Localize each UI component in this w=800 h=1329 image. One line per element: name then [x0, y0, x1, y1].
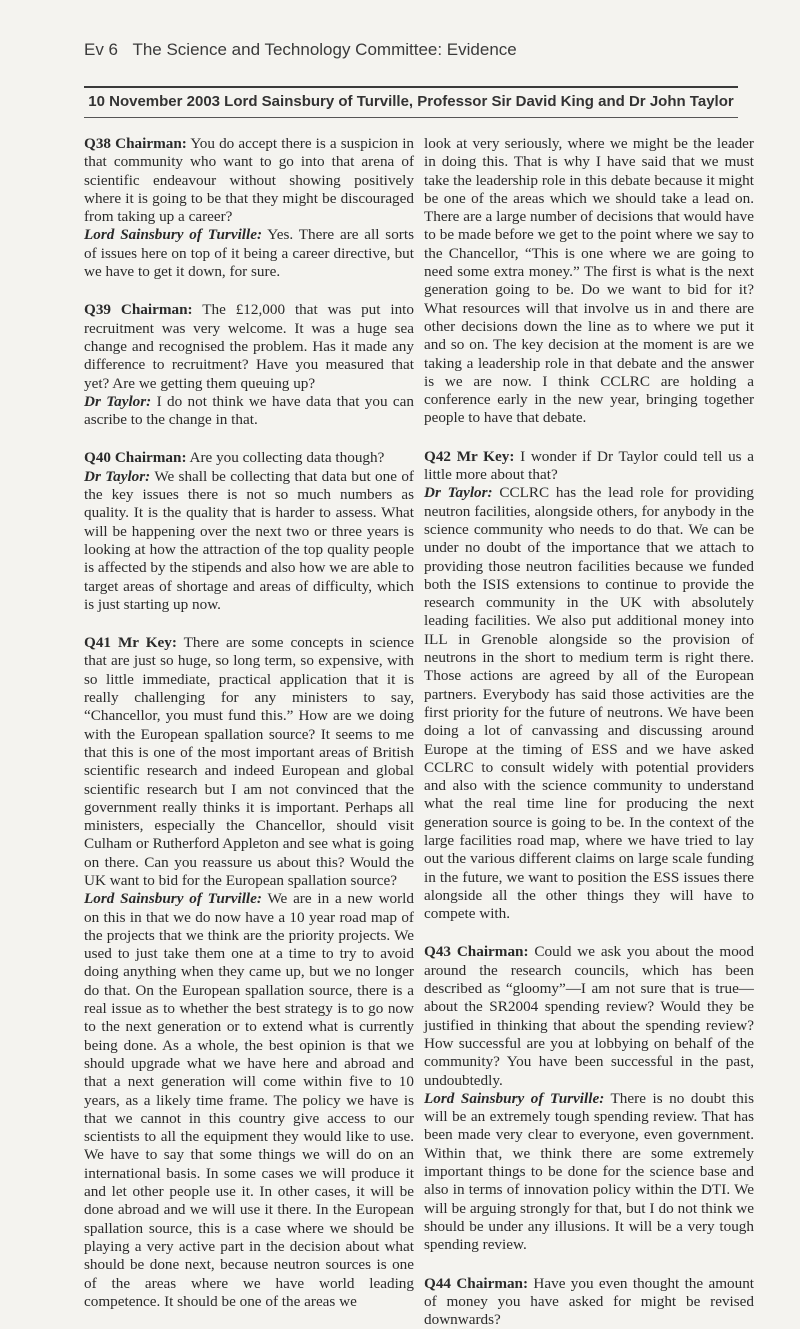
right-column [424, 135, 754, 1329]
paragraph-gap [84, 614, 414, 634]
speaker-name: Lord Sainsbury of Turville: [84, 890, 262, 908]
session-heading: 10 November 2003 Lord Sainsbury of Turville, Professor Sir David King and Dr John Taylor [88, 93, 734, 110]
speaker-name: Dr Taylor: [424, 484, 493, 502]
answer-paragraph [84, 226, 414, 281]
answer-paragraph [84, 468, 414, 614]
paragraph-text: There are some concepts in science that are just so huge, so long term, so expensive, with so little immediate, practical application that it is really challenging for any ministers to say, “Chancellor, you must fund this.” How are we doing with the European spallation source? It seems to me that this is one of the most important areas of British scientific research and indeed European and global scientific research but I am not convinced that the government really thinks it is important. Perhaps all ministers, especially the Chancellor, should visit Culham or Rutherford Appleton and see what is going on there. Can you reassure us about this? Would the UK want to bid for the European spallation source? [84, 634, 415, 889]
paragraph-text: Yes. There are all sorts of issues here on top of it being a career directive, but we have to get it down, for sure. [84, 226, 414, 281]
paragraph-text: Have you even thought the amount of money you have asked for might be revised downwards? [424, 1274, 755, 1329]
paragraph-text: We are in a new world on this in that we do now have a 10 year road map of the projects that we think are the priority projects. We used to just take them one at a time to try to avoid doing anything when they came up, but we no longer do that. On the European spallation source, there is a real issue as to whether the best strategy is to go now to the next generation or to extend what is currently being done. As a whole, the best opinion is that we should upgrade what we have here and abroad and that a next generation will come within five to 10 years, as a likely time frame. The policy we have is that we cannot in this country give access to our scientists to all the equipment they would like to use. We have to say that some things we will do on an international basis. In some cases we will produce it and let other people use it. In other cases, it will be done abroad and we will use it there. In the European spallation source, this is a case where we should be playing a very active part in the decision about what should be done next, because neutron sources is one of the areas where we have world leading competence. It should be one of the areas we [84, 890, 414, 1310]
speaker-name: Lord Sainsbury of Turville: [424, 1089, 605, 1107]
answer-paragraph [424, 1090, 754, 1255]
answer-paragraph [424, 484, 754, 923]
paragraph-text: The £12,000 that was put into recruitment was very welcome. It was a huge sea change and recognised the problem. Has it made any difference to recruitment? Have you measured that yet? Are we getting them queuing up? [84, 301, 414, 392]
speaker-name: Dr Taylor: [84, 467, 151, 485]
question-paragraph [84, 449, 414, 467]
paragraph-text: You do accept there is a suspicion in that community who want to go into that arena of scientific endeavour without showing positively where it is going to be that they might be discouraged from taking up a career? [84, 135, 415, 226]
paragraph-text: There is no doubt this will be an extremely tough spending review. That has been made very clear to everyone, even government. Within that, we think there are some extremely important things to be done for the science base and also in terms of innovation policy within the DTI. We will be arguing strongly for that, but I do not think we should be under any illusions. It will be a very tough spending review. [424, 1089, 754, 1254]
paragraph-gap [424, 1255, 754, 1275]
paragraph-text: look at very seriously, where we might be the leader in doing this. That is why I have said that we must take the leadership role in this debate because it might be one of the areas which we should take a lead on. There are a large number of decisions that would have to be made before we get to the point where we say to the Chancellor, “This is one where we are going to need some extra money.” The first is what is the next generation going to be. Do we want to bid for it? What resources will that involve us in and there are other decisions down the line as to where we put it and so on. The key decision at the moment is are we taking a leadership role in that debate and the answer is we are now. I think CCLRC are holding a conference early in the new year, bringing together people to have that debate. [424, 135, 754, 427]
header-rule-bottom [84, 117, 738, 118]
question-number: Q42 [424, 447, 452, 465]
paragraph-gap [84, 429, 414, 449]
question-number: Q40 [84, 449, 112, 467]
speaker-name: Chairman: [115, 135, 187, 152]
left-column [84, 135, 414, 1311]
paragraph-text: I wonder if Dr Taylor could tell us a little more about that? [424, 447, 755, 484]
speaker-name: Chairman: [120, 301, 193, 319]
speaker-name: Dr Taylor: [84, 392, 152, 410]
answer-paragraph [424, 135, 754, 428]
paragraph-text: Are you collecting data though? [189, 449, 385, 467]
paragraph-gap [424, 923, 754, 943]
paragraph-gap [84, 281, 414, 301]
speaker-name: Chairman: [114, 449, 187, 467]
question-number: Q43 [424, 943, 452, 961]
paragraph-gap [424, 428, 754, 448]
speaker-name: Mr Key: [456, 447, 515, 465]
question-paragraph [424, 448, 754, 485]
question-number: Q38 [84, 135, 112, 152]
paragraph-text: We shall be collecting that data but one of the key issues there is not so much numbers as quality. It is the quality that is harder to assess. What will be happening over the next two or three years is looking at how the attraction of the top quality people is affected by the stipends and also how we are able to target areas of shortage and areas of difficulty, which is just starting up now. [84, 467, 414, 613]
speaker-name: Chairman: [456, 1274, 529, 1292]
header-rule-top [84, 86, 738, 88]
question-paragraph [84, 135, 414, 226]
speaker-name: Lord Sainsbury of Turville: [84, 226, 263, 244]
paragraph-text: Could we ask you about the mood around the research councils, which has been described as “gloomy”—I am not sure that is true—about the SR2004 spending review? Would they be justified in thinking that about the spending review? How successful are you at lobbying on behalf of the community? You have been successful in the past, undoubtedly. [424, 943, 754, 1089]
question-paragraph [424, 943, 754, 1089]
answer-paragraph [84, 393, 414, 430]
page-number: Ev 6 [84, 40, 119, 59]
paragraph-text: CCLRC has the lead role for providing neutron facilities, alongside others, for anybody in the science community who needs to do that. We can be under no doubt of the importance that we attach to providing those neutron facilities because we funded both the ISIS extensions to continue to provide the research community in the UK with absolutely leading facilities. We also put additional money into ILL in Grenoble alongside so the provision of neutrons in the short to medium term is right there. Those actions are agreed by all of the European partners. Everybody has said those activities are the first priority for the future of neutrons. We have been doing a lot of canvassing and discussing around Europe at the timing of ESS and we have asked CCLRC to consult widely with potential providers and also with the science community to understand what the real time line for producing the next generation source is going to be. In the context of the large facilities road map, where we have tried to lay out the various different claims on large scale funding in the future, we want to position the ESS issues there alongside all the other things they will have to compete with. [424, 484, 754, 923]
question-number: Q41 [84, 634, 112, 652]
running-head [84, 40, 517, 60]
answer-paragraph [84, 890, 414, 1311]
speaker-name: Chairman: [456, 943, 529, 961]
question-paragraph [84, 301, 414, 392]
question-paragraph [424, 1275, 754, 1329]
speaker-name: Mr Key: [117, 634, 177, 652]
question-number: Q44 [424, 1274, 452, 1292]
question-paragraph [84, 634, 414, 890]
publication-title: The Science and Technology Committee: Evidence [132, 40, 517, 59]
question-number: Q39 [84, 301, 112, 319]
paragraph-text: I do not think we have data that you can ascribe to the change in that. [84, 392, 414, 429]
